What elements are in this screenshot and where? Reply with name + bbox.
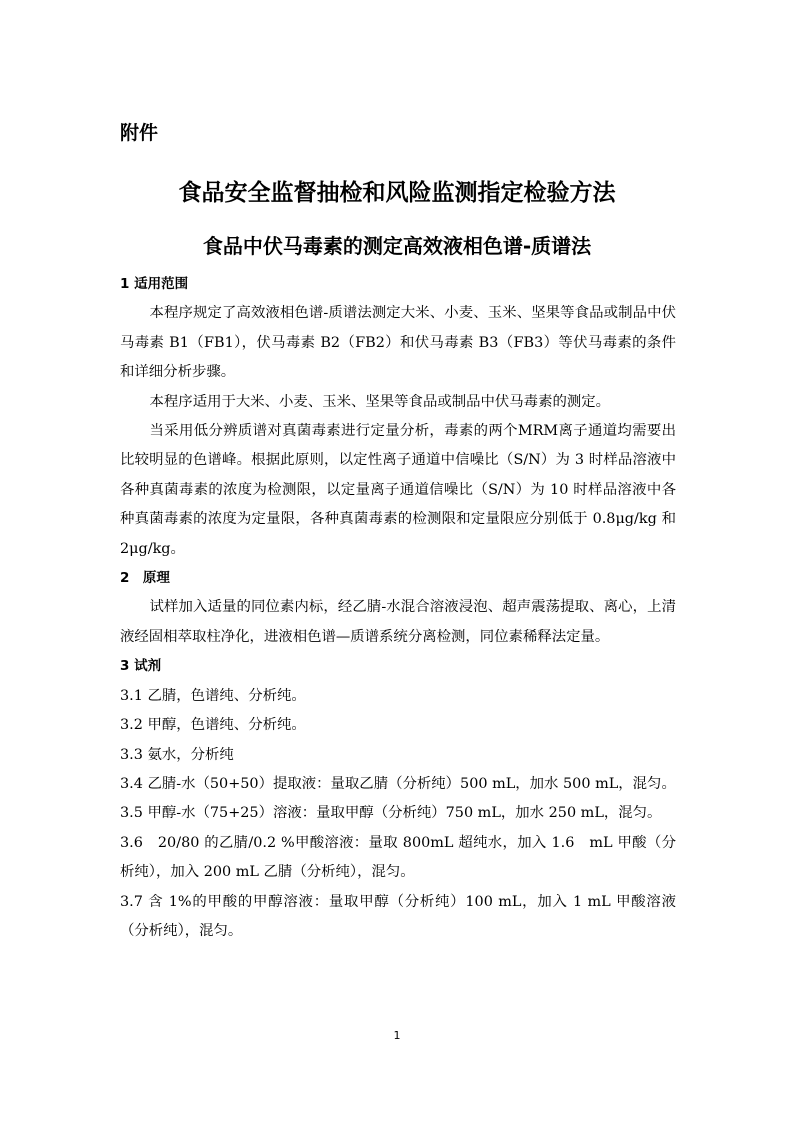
reagent-item: 3.6 20/80 的乙腈/0.2 %甲酸溶液：量取 800mL 超纯水，加入 1.6 mL 甲酸（分析纯），加入 200 mL 乙腈（分析纯），混匀。 <box>120 834 676 881</box>
section-heading-scope: 1 适用范围 <box>120 276 189 292</box>
main-title: 食品安全监督抽检和风险监测指定检验方法 <box>178 180 616 206</box>
document-body <box>120 270 676 946</box>
reagent-item: 3.1 乙腈，色谱纯、分析纯。 <box>120 687 306 704</box>
principle-paragraph: 试样加入适量的同位素内标，经乙腈-水混合溶液浸泡、超声震荡提取、离心，上清液经固相萃取柱净化，进液相色谱—质谱系统分离检测，同位素稀释法定量。 <box>120 599 676 645</box>
method-title: 食品中伏马毒素的测定高效液相色谱-质谱法 <box>202 234 592 258</box>
section-heading-reagents: 3 试剂 <box>120 658 162 675</box>
reagent-item: 3.3 氨水，分析纯 <box>120 746 234 763</box>
reagent-item: 3.5 甲醇-水（75+25）溶液：量取甲醇（分析纯）750 mL，加水 250 mL，混匀。 <box>120 805 662 822</box>
attachment-label: 附件 <box>120 122 159 144</box>
scope-paragraph-1: 本程序规定了高效液相色谱-质谱法测定大米、小麦、玉米、坚果等食品或制品中伏马毒素 B1（FB1），伏马毒素 B2（FB2）和伏马毒素 B3（FB3）等伏马毒素的条件和详细分析步骤。 <box>120 305 676 381</box>
page-number: 1 <box>393 1029 401 1042</box>
scope-paragraph-3: 当采用低分辨质谱对真菌毒素进行定量分析，毒素的两个MRM离子通道均需要出比较明显的色谱峰。根据此原则，以定性离子通道中信噪比（S/N）为 3 时样品溶液中各种真菌毒素的浓度为检测限，以定量离子通道信噪比（S/N）为 10 时样品溶液中各种真菌毒素的浓度为定量限，各种真菌毒素的检测限和定量限应分别低于 0.8μg/kg 和 2μg/kg。 <box>120 423 676 557</box>
scope-paragraph-2: 本程序适用于大米、小麦、玉米、坚果等食品或制品中伏马毒素的测定。 <box>149 393 611 410</box>
reagent-item: 3.2 甲醇，色谱纯、分析纯。 <box>120 717 306 734</box>
reagent-item: 3.7 含 1%的甲酸的甲醇溶液：量取甲醇（分析纯）100 mL，加入 1 mL 甲酸溶液（分析纯），混匀。 <box>120 893 676 939</box>
reagent-item: 3.4 乙腈-水（50+50）提取液：量取乙腈（分析纯）500 mL，加水 500 mL，混匀。 <box>120 775 676 792</box>
section-heading-principle: 2 原理 <box>120 570 170 587</box>
